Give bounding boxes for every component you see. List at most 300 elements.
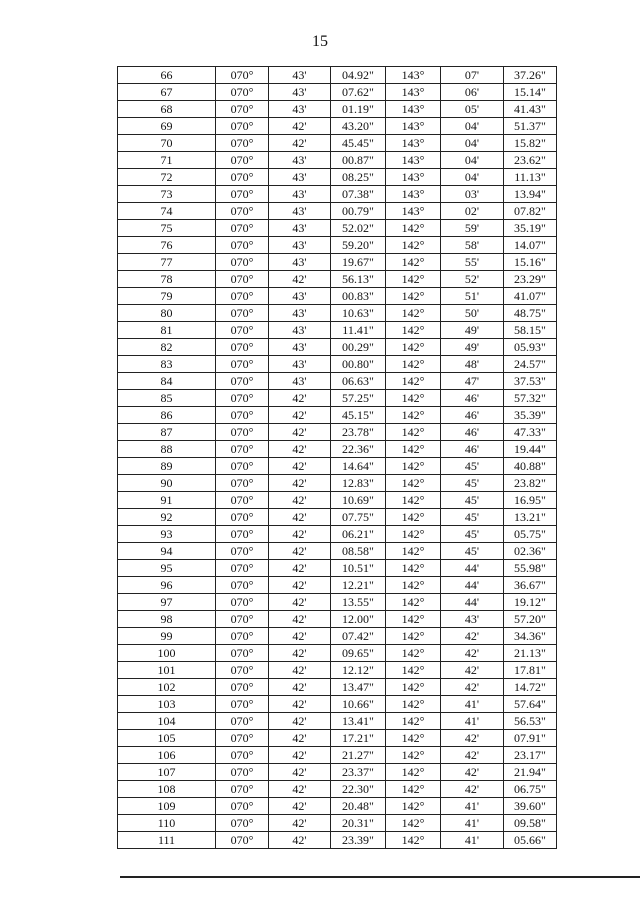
latitude-degrees-cell: 070° — [216, 798, 269, 815]
longitude-minutes-cell: 59' — [441, 220, 504, 237]
latitude-seconds-cell: 45.15" — [331, 407, 386, 424]
longitude-minutes-cell: 07' — [441, 67, 504, 84]
longitude-degrees-cell: 143° — [386, 84, 441, 101]
point-number-cell: 67 — [118, 84, 216, 101]
longitude-degrees-cell: 142° — [386, 798, 441, 815]
longitude-degrees-cell: 143° — [386, 67, 441, 84]
latitude-degrees-cell: 070° — [216, 730, 269, 747]
longitude-minutes-cell: 04' — [441, 169, 504, 186]
point-number-cell: 96 — [118, 577, 216, 594]
longitude-degrees-cell: 142° — [386, 679, 441, 696]
longitude-seconds-cell: 13.21" — [504, 509, 557, 526]
table-row — [118, 509, 557, 526]
longitude-degrees-cell: 142° — [386, 832, 441, 849]
point-number-cell: 75 — [118, 220, 216, 237]
longitude-degrees-cell: 142° — [386, 594, 441, 611]
longitude-minutes-cell: 04' — [441, 152, 504, 169]
table-row — [118, 322, 557, 339]
latitude-seconds-cell: 22.30" — [331, 781, 386, 798]
longitude-minutes-cell: 41' — [441, 832, 504, 849]
latitude-seconds-cell: 06.63" — [331, 373, 386, 390]
longitude-minutes-cell: 42' — [441, 645, 504, 662]
table-row — [118, 237, 557, 254]
point-number-cell: 106 — [118, 747, 216, 764]
longitude-degrees-cell: 142° — [386, 339, 441, 356]
longitude-degrees-cell: 142° — [386, 254, 441, 271]
point-number-cell: 99 — [118, 628, 216, 645]
longitude-degrees-cell: 142° — [386, 815, 441, 832]
latitude-minutes-cell: 42' — [269, 509, 331, 526]
point-number-cell: 73 — [118, 186, 216, 203]
latitude-minutes-cell: 42' — [269, 798, 331, 815]
latitude-degrees-cell: 070° — [216, 696, 269, 713]
longitude-degrees-cell: 142° — [386, 764, 441, 781]
point-number-cell: 91 — [118, 492, 216, 509]
longitude-seconds-cell: 40.88" — [504, 458, 557, 475]
point-number-cell: 82 — [118, 339, 216, 356]
latitude-degrees-cell: 070° — [216, 441, 269, 458]
latitude-degrees-cell: 070° — [216, 832, 269, 849]
longitude-minutes-cell: 04' — [441, 118, 504, 135]
table-row — [118, 645, 557, 662]
longitude-degrees-cell: 142° — [386, 645, 441, 662]
latitude-degrees-cell: 070° — [216, 611, 269, 628]
longitude-seconds-cell: 37.26" — [504, 67, 557, 84]
longitude-minutes-cell: 41' — [441, 815, 504, 832]
point-number-cell: 97 — [118, 594, 216, 611]
longitude-degrees-cell: 142° — [386, 560, 441, 577]
latitude-minutes-cell: 42' — [269, 696, 331, 713]
latitude-degrees-cell: 070° — [216, 288, 269, 305]
latitude-degrees-cell: 070° — [216, 186, 269, 203]
latitude-degrees-cell: 070° — [216, 475, 269, 492]
latitude-seconds-cell: 45.45" — [331, 135, 386, 152]
longitude-minutes-cell: 02' — [441, 203, 504, 220]
latitude-seconds-cell: 17.21" — [331, 730, 386, 747]
longitude-degrees-cell: 142° — [386, 526, 441, 543]
latitude-seconds-cell: 10.51" — [331, 560, 386, 577]
point-number-cell: 103 — [118, 696, 216, 713]
latitude-seconds-cell: 52.02" — [331, 220, 386, 237]
longitude-seconds-cell: 05.93" — [504, 339, 557, 356]
point-number-cell: 74 — [118, 203, 216, 220]
point-number-cell: 95 — [118, 560, 216, 577]
latitude-minutes-cell: 42' — [269, 611, 331, 628]
longitude-seconds-cell: 23.82" — [504, 475, 557, 492]
latitude-minutes-cell: 43' — [269, 322, 331, 339]
table-row — [118, 373, 557, 390]
longitude-seconds-cell: 16.95" — [504, 492, 557, 509]
table-row — [118, 220, 557, 237]
table-row — [118, 407, 557, 424]
table-row — [118, 169, 557, 186]
longitude-degrees-cell: 142° — [386, 271, 441, 288]
longitude-minutes-cell: 44' — [441, 560, 504, 577]
longitude-degrees-cell: 142° — [386, 220, 441, 237]
latitude-minutes-cell: 42' — [269, 135, 331, 152]
latitude-minutes-cell: 43' — [269, 305, 331, 322]
latitude-degrees-cell: 070° — [216, 781, 269, 798]
longitude-minutes-cell: 51' — [441, 288, 504, 305]
longitude-minutes-cell: 52' — [441, 271, 504, 288]
latitude-degrees-cell: 070° — [216, 203, 269, 220]
latitude-degrees-cell: 070° — [216, 815, 269, 832]
longitude-minutes-cell: 55' — [441, 254, 504, 271]
point-number-cell: 81 — [118, 322, 216, 339]
longitude-seconds-cell: 23.17" — [504, 747, 557, 764]
latitude-seconds-cell: 01.19" — [331, 101, 386, 118]
latitude-degrees-cell: 070° — [216, 407, 269, 424]
table-row — [118, 203, 557, 220]
latitude-seconds-cell: 14.64" — [331, 458, 386, 475]
latitude-minutes-cell: 42' — [269, 526, 331, 543]
latitude-degrees-cell: 070° — [216, 220, 269, 237]
longitude-degrees-cell: 142° — [386, 577, 441, 594]
latitude-minutes-cell: 42' — [269, 441, 331, 458]
latitude-degrees-cell: 070° — [216, 237, 269, 254]
table-row — [118, 560, 557, 577]
latitude-minutes-cell: 43' — [269, 186, 331, 203]
table-row — [118, 713, 557, 730]
longitude-minutes-cell: 06' — [441, 84, 504, 101]
latitude-minutes-cell: 42' — [269, 781, 331, 798]
longitude-seconds-cell: 58.15" — [504, 322, 557, 339]
longitude-seconds-cell: 19.12" — [504, 594, 557, 611]
longitude-minutes-cell: 42' — [441, 679, 504, 696]
table-row — [118, 662, 557, 679]
table-row — [118, 152, 557, 169]
longitude-minutes-cell: 46' — [441, 441, 504, 458]
latitude-minutes-cell: 42' — [269, 492, 331, 509]
latitude-seconds-cell: 09.65" — [331, 645, 386, 662]
longitude-degrees-cell: 142° — [386, 322, 441, 339]
longitude-seconds-cell: 07.91" — [504, 730, 557, 747]
latitude-minutes-cell: 42' — [269, 730, 331, 747]
latitude-minutes-cell: 42' — [269, 662, 331, 679]
latitude-seconds-cell: 04.92" — [331, 67, 386, 84]
point-number-cell: 87 — [118, 424, 216, 441]
longitude-degrees-cell: 143° — [386, 186, 441, 203]
table-row — [118, 730, 557, 747]
point-number-cell: 104 — [118, 713, 216, 730]
table-row — [118, 67, 557, 84]
longitude-seconds-cell: 13.94" — [504, 186, 557, 203]
point-number-cell: 84 — [118, 373, 216, 390]
latitude-seconds-cell: 00.29" — [331, 339, 386, 356]
table-row — [118, 526, 557, 543]
table-row — [118, 271, 557, 288]
latitude-degrees-cell: 070° — [216, 67, 269, 84]
latitude-degrees-cell: 070° — [216, 118, 269, 135]
table-row — [118, 186, 557, 203]
latitude-minutes-cell: 43' — [269, 288, 331, 305]
coordinate-table-container — [117, 66, 557, 849]
longitude-minutes-cell: 45' — [441, 543, 504, 560]
latitude-seconds-cell: 00.83" — [331, 288, 386, 305]
latitude-seconds-cell: 59.20" — [331, 237, 386, 254]
latitude-minutes-cell: 42' — [269, 118, 331, 135]
point-number-cell: 70 — [118, 135, 216, 152]
table-row — [118, 781, 557, 798]
latitude-seconds-cell: 23.78" — [331, 424, 386, 441]
latitude-minutes-cell: 43' — [269, 339, 331, 356]
table-row — [118, 832, 557, 849]
latitude-seconds-cell: 20.31" — [331, 815, 386, 832]
longitude-degrees-cell: 142° — [386, 288, 441, 305]
latitude-seconds-cell: 00.87" — [331, 152, 386, 169]
longitude-degrees-cell: 142° — [386, 458, 441, 475]
latitude-seconds-cell: 19.67" — [331, 254, 386, 271]
longitude-seconds-cell: 23.29" — [504, 271, 557, 288]
longitude-seconds-cell: 05.75" — [504, 526, 557, 543]
latitude-seconds-cell: 43.20" — [331, 118, 386, 135]
longitude-degrees-cell: 143° — [386, 203, 441, 220]
latitude-degrees-cell: 070° — [216, 662, 269, 679]
longitude-seconds-cell: 02.36" — [504, 543, 557, 560]
point-number-cell: 111 — [118, 832, 216, 849]
latitude-seconds-cell: 12.21" — [331, 577, 386, 594]
longitude-minutes-cell: 45' — [441, 526, 504, 543]
latitude-minutes-cell: 42' — [269, 424, 331, 441]
longitude-seconds-cell: 07.82" — [504, 203, 557, 220]
point-number-cell: 86 — [118, 407, 216, 424]
latitude-seconds-cell: 00.80" — [331, 356, 386, 373]
latitude-seconds-cell: 22.36" — [331, 441, 386, 458]
longitude-minutes-cell: 46' — [441, 424, 504, 441]
longitude-seconds-cell: 17.81" — [504, 662, 557, 679]
longitude-degrees-cell: 142° — [386, 509, 441, 526]
latitude-degrees-cell: 070° — [216, 747, 269, 764]
longitude-minutes-cell: 42' — [441, 781, 504, 798]
longitude-minutes-cell: 04' — [441, 135, 504, 152]
point-number-cell: 94 — [118, 543, 216, 560]
latitude-minutes-cell: 43' — [269, 84, 331, 101]
longitude-minutes-cell: 49' — [441, 322, 504, 339]
longitude-minutes-cell: 43' — [441, 611, 504, 628]
latitude-degrees-cell: 070° — [216, 577, 269, 594]
latitude-seconds-cell: 07.62" — [331, 84, 386, 101]
latitude-minutes-cell: 42' — [269, 560, 331, 577]
latitude-degrees-cell: 070° — [216, 492, 269, 509]
longitude-minutes-cell: 42' — [441, 764, 504, 781]
point-number-cell: 110 — [118, 815, 216, 832]
latitude-degrees-cell: 070° — [216, 390, 269, 407]
latitude-minutes-cell: 42' — [269, 577, 331, 594]
point-number-cell: 98 — [118, 611, 216, 628]
longitude-degrees-cell: 142° — [386, 696, 441, 713]
latitude-seconds-cell: 07.75" — [331, 509, 386, 526]
longitude-seconds-cell: 11.13" — [504, 169, 557, 186]
point-number-cell: 66 — [118, 67, 216, 84]
latitude-minutes-cell: 42' — [269, 679, 331, 696]
latitude-seconds-cell: 12.12" — [331, 662, 386, 679]
longitude-degrees-cell: 142° — [386, 747, 441, 764]
longitude-degrees-cell: 142° — [386, 441, 441, 458]
latitude-degrees-cell: 070° — [216, 254, 269, 271]
longitude-minutes-cell: 44' — [441, 577, 504, 594]
table-row — [118, 747, 557, 764]
longitude-seconds-cell: 15.16" — [504, 254, 557, 271]
longitude-degrees-cell: 142° — [386, 543, 441, 560]
longitude-minutes-cell: 05' — [441, 101, 504, 118]
longitude-degrees-cell: 143° — [386, 169, 441, 186]
longitude-seconds-cell: 21.13" — [504, 645, 557, 662]
longitude-seconds-cell: 15.14" — [504, 84, 557, 101]
longitude-seconds-cell: 06.75" — [504, 781, 557, 798]
table-row — [118, 492, 557, 509]
latitude-degrees-cell: 070° — [216, 628, 269, 645]
table-row — [118, 101, 557, 118]
latitude-minutes-cell: 43' — [269, 254, 331, 271]
longitude-minutes-cell: 50' — [441, 305, 504, 322]
point-number-cell: 88 — [118, 441, 216, 458]
longitude-degrees-cell: 142° — [386, 356, 441, 373]
latitude-seconds-cell: 13.47" — [331, 679, 386, 696]
longitude-seconds-cell: 41.43" — [504, 101, 557, 118]
longitude-degrees-cell: 142° — [386, 373, 441, 390]
latitude-degrees-cell: 070° — [216, 594, 269, 611]
latitude-minutes-cell: 42' — [269, 645, 331, 662]
longitude-seconds-cell: 35.39" — [504, 407, 557, 424]
longitude-seconds-cell: 34.36" — [504, 628, 557, 645]
longitude-degrees-cell: 142° — [386, 628, 441, 645]
latitude-seconds-cell: 57.25" — [331, 390, 386, 407]
latitude-minutes-cell: 42' — [269, 832, 331, 849]
latitude-minutes-cell: 43' — [269, 169, 331, 186]
latitude-minutes-cell: 42' — [269, 407, 331, 424]
longitude-seconds-cell: 55.98" — [504, 560, 557, 577]
point-number-cell: 101 — [118, 662, 216, 679]
table-row — [118, 458, 557, 475]
table-row — [118, 594, 557, 611]
latitude-degrees-cell: 070° — [216, 271, 269, 288]
latitude-minutes-cell: 43' — [269, 203, 331, 220]
longitude-seconds-cell: 35.19" — [504, 220, 557, 237]
longitude-seconds-cell: 47.33" — [504, 424, 557, 441]
latitude-seconds-cell: 06.21" — [331, 526, 386, 543]
table-row — [118, 577, 557, 594]
latitude-minutes-cell: 43' — [269, 101, 331, 118]
latitude-degrees-cell: 070° — [216, 373, 269, 390]
point-number-cell: 68 — [118, 101, 216, 118]
latitude-degrees-cell: 070° — [216, 322, 269, 339]
longitude-minutes-cell: 44' — [441, 594, 504, 611]
point-number-cell: 76 — [118, 237, 216, 254]
table-row — [118, 696, 557, 713]
longitude-seconds-cell: 57.20" — [504, 611, 557, 628]
longitude-seconds-cell: 48.75" — [504, 305, 557, 322]
latitude-minutes-cell: 43' — [269, 373, 331, 390]
longitude-degrees-cell: 143° — [386, 101, 441, 118]
latitude-seconds-cell: 07.38" — [331, 186, 386, 203]
longitude-seconds-cell: 24.57" — [504, 356, 557, 373]
longitude-minutes-cell: 42' — [441, 662, 504, 679]
latitude-seconds-cell: 21.27" — [331, 747, 386, 764]
point-number-cell: 89 — [118, 458, 216, 475]
longitude-degrees-cell: 142° — [386, 611, 441, 628]
longitude-degrees-cell: 142° — [386, 713, 441, 730]
latitude-minutes-cell: 42' — [269, 628, 331, 645]
longitude-minutes-cell: 49' — [441, 339, 504, 356]
longitude-minutes-cell: 48' — [441, 356, 504, 373]
coordinate-table — [117, 66, 557, 849]
latitude-seconds-cell: 11.41" — [331, 322, 386, 339]
longitude-minutes-cell: 45' — [441, 458, 504, 475]
longitude-degrees-cell: 143° — [386, 135, 441, 152]
latitude-degrees-cell: 070° — [216, 152, 269, 169]
longitude-minutes-cell: 41' — [441, 713, 504, 730]
latitude-minutes-cell: 43' — [269, 152, 331, 169]
table-row — [118, 798, 557, 815]
table-row — [118, 305, 557, 322]
longitude-seconds-cell: 23.62" — [504, 152, 557, 169]
latitude-minutes-cell: 43' — [269, 237, 331, 254]
latitude-degrees-cell: 070° — [216, 339, 269, 356]
latitude-degrees-cell: 070° — [216, 305, 269, 322]
longitude-minutes-cell: 47' — [441, 373, 504, 390]
latitude-degrees-cell: 070° — [216, 543, 269, 560]
table-row — [118, 679, 557, 696]
longitude-seconds-cell: 57.64" — [504, 696, 557, 713]
table-row — [118, 628, 557, 645]
coordinate-table-body — [118, 67, 557, 849]
table-row — [118, 611, 557, 628]
longitude-degrees-cell: 142° — [386, 662, 441, 679]
longitude-degrees-cell: 143° — [386, 152, 441, 169]
latitude-minutes-cell: 43' — [269, 67, 331, 84]
table-row — [118, 424, 557, 441]
point-number-cell: 83 — [118, 356, 216, 373]
longitude-seconds-cell: 37.53" — [504, 373, 557, 390]
table-row — [118, 390, 557, 407]
latitude-seconds-cell: 10.69" — [331, 492, 386, 509]
latitude-minutes-cell: 42' — [269, 458, 331, 475]
latitude-seconds-cell: 10.63" — [331, 305, 386, 322]
latitude-degrees-cell: 070° — [216, 424, 269, 441]
latitude-degrees-cell: 070° — [216, 526, 269, 543]
point-number-cell: 69 — [118, 118, 216, 135]
latitude-minutes-cell: 42' — [269, 713, 331, 730]
point-number-cell: 93 — [118, 526, 216, 543]
latitude-seconds-cell: 23.37" — [331, 764, 386, 781]
longitude-minutes-cell: 45' — [441, 475, 504, 492]
latitude-seconds-cell: 12.83" — [331, 475, 386, 492]
longitude-minutes-cell: 42' — [441, 747, 504, 764]
latitude-minutes-cell: 42' — [269, 747, 331, 764]
longitude-degrees-cell: 142° — [386, 305, 441, 322]
table-row — [118, 764, 557, 781]
latitude-minutes-cell: 42' — [269, 764, 331, 781]
point-number-cell: 105 — [118, 730, 216, 747]
point-number-cell: 107 — [118, 764, 216, 781]
longitude-seconds-cell: 56.53" — [504, 713, 557, 730]
latitude-degrees-cell: 070° — [216, 713, 269, 730]
latitude-minutes-cell: 42' — [269, 815, 331, 832]
latitude-minutes-cell: 42' — [269, 390, 331, 407]
latitude-seconds-cell: 08.58" — [331, 543, 386, 560]
latitude-seconds-cell: 20.48" — [331, 798, 386, 815]
longitude-degrees-cell: 142° — [386, 492, 441, 509]
longitude-degrees-cell: 142° — [386, 475, 441, 492]
latitude-minutes-cell: 43' — [269, 356, 331, 373]
longitude-minutes-cell: 45' — [441, 509, 504, 526]
longitude-minutes-cell: 45' — [441, 492, 504, 509]
longitude-minutes-cell: 46' — [441, 390, 504, 407]
bottom-rule — [120, 876, 640, 878]
longitude-degrees-cell: 142° — [386, 407, 441, 424]
table-row — [118, 254, 557, 271]
latitude-minutes-cell: 42' — [269, 271, 331, 288]
